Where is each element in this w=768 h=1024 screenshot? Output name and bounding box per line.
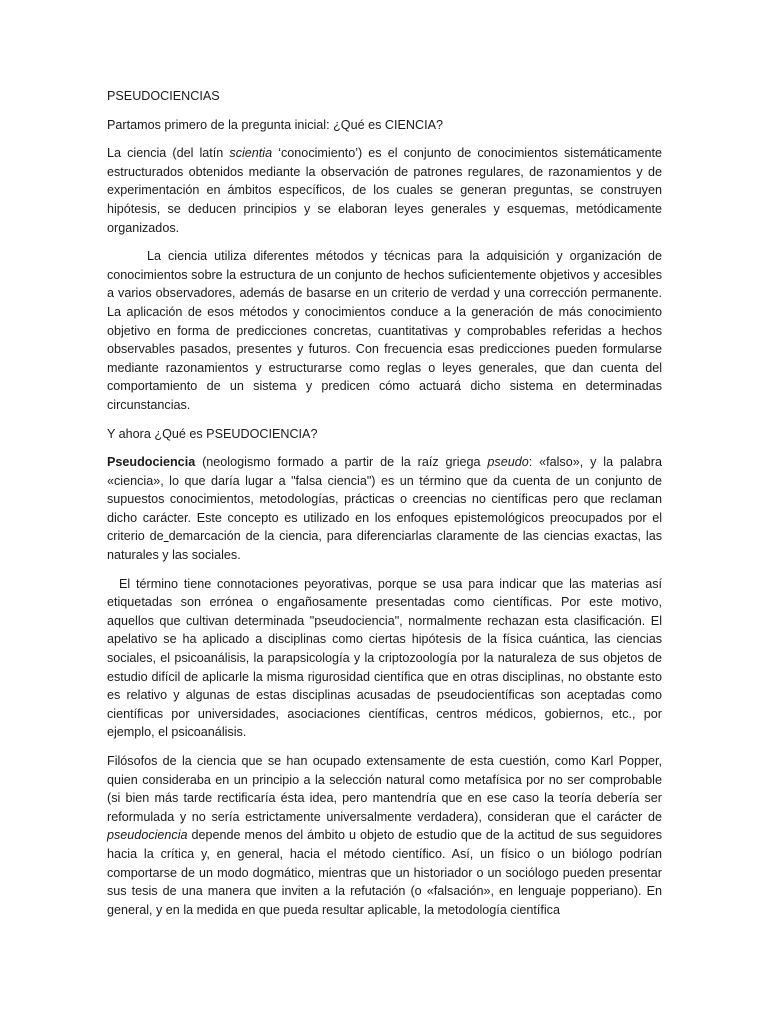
document-body <box>107 87 662 929</box>
p1-text-a: La ciencia (del latín <box>107 146 230 161</box>
p3-text-f: demarcación de la ciencia, para diferenciarlas claramente de las ciencias exactas, las naturales y las sociales. <box>107 529 663 563</box>
p5-italic-term: pseudociencia <box>107 828 188 843</box>
question-pseudociencia: Y ahora ¿Qué es PSEUDOCIENCIA? <box>107 426 318 441</box>
p5-text-a: Filósofos de la ciencia que se han ocupado extensamente de esta cuestión, como Karl Popper, quien consideraba en un principio a la selección natural como metafísica por no ser comprobable (si bien más tarde rectificaría ésta idea, pero mantendría que en ese caso la teoría debería ser reformulada y no sería estrictamente universalmente verdadera), consideran que el carácter de <box>107 754 662 824</box>
paragraph-connotaciones: El término tiene connotaciones peyorativas, porque se usa para indicar que las materias así etiquetadas son errónea o engañosamente presentadas como científicas. Por este motivo, aquellos que cultivan determinada "pseudociencia", normalmente rechazan esta clasificación. El apelativo se ha aplicado a disciplinas como ciertas hipótesis de la física cuántica, las ciencias sociales, el psicoanálisis, la parapsicología y la criptozoología por la naturaleza de sus objetos de estudio difícil de aplicarle la misma rigurosidad científica que en otras disciplinas, no obstante esto es relativo y algunas de estas disciplinas acusadas de pseudocientíficas son aceptadas como científicas por universidades, asociaciones científicas, centros médicos, gobiernos, etc., por ejemplo, el psicoanálisis. <box>107 576 662 740</box>
p3-greek-term: pseudo <box>487 455 529 470</box>
p3-term: Pseudociencia <box>107 455 196 470</box>
paragraph-definicion-pseudociencia <box>107 453 662 565</box>
p5-text-c: depende menos del ámbito u objeto de estudio que de la actitud de sus seguidores hacia la crítica y, en general, hacia el método científico. Así, un físico o un biólogo podrían comportarse de un modo dogmático, mientras que un historiador o un sociólogo pueden presentar sus tesis de una manera que inviten a la refutación (o «falsación», en lenguaje popperiano). En general, y en la medida en que pueda resultar aplicable, la metodología científica <box>107 828 662 917</box>
paragraph-metodos-ciencia: La ciencia utiliza diferentes métodos y técnicas para la adquisición y organización de conocimientos sobre la estructura de un conjunto de hechos suficientemente objetivos y accesibles a varios observadores, además de basarse en un criterio de verdad y una corrección permanente. La aplicación de esos métodos y conocimientos conduce a la generación de más conocimiento objetivo en forma de predicciones concretas, cuantitativas y comprobables referidas a hechos observables pasados, presentes y futuros. Con frecuencia esas predicciones pueden formularse mediante razonamientos y estructurarse como reglas o leyes generales, que dan cuenta del comportamiento de un sistema y predicen cómo actuará dicho sistema en determinadas circunstancias. <box>107 249 662 412</box>
paragraph-definicion-ciencia <box>107 144 662 237</box>
p3-text-b: (neologismo formado a partir de la raíz griega <box>195 455 488 470</box>
paragraph-filosofos <box>107 752 662 919</box>
document-title: PSEUDOCIENCIAS <box>107 89 220 103</box>
p1-latin-term: scientia <box>229 146 273 161</box>
p3-text-d: : «falso», y la palabra «ciencia», lo que daría lugar a "falsa ciencia") es un término que da cuenta de un conjunto de supuestos conocimientos, metodologías, prácticas o creencias no científicas pero que reclaman dicho carácter. Este concepto es utilizado en los enfoques epistemológicos preocupados por el criterio de <box>107 455 662 544</box>
question-ciencia: Partamos primero de la pregunta inicial: ¿Qué es CIENCIA? <box>107 117 443 132</box>
p1-text-c: ‘conocimiento’) es el conjunto de conocimientos sistemáticamente estructurados obtenidos mediante la observación de patrones regulares, de razonamientos y de experimentación en ámbitos específicos, de los cuales se generan preguntas, se construyen hipótesis, se deducen principios y se elaboran leyes generales y esquemas, metódicamente organizados. <box>107 146 662 235</box>
